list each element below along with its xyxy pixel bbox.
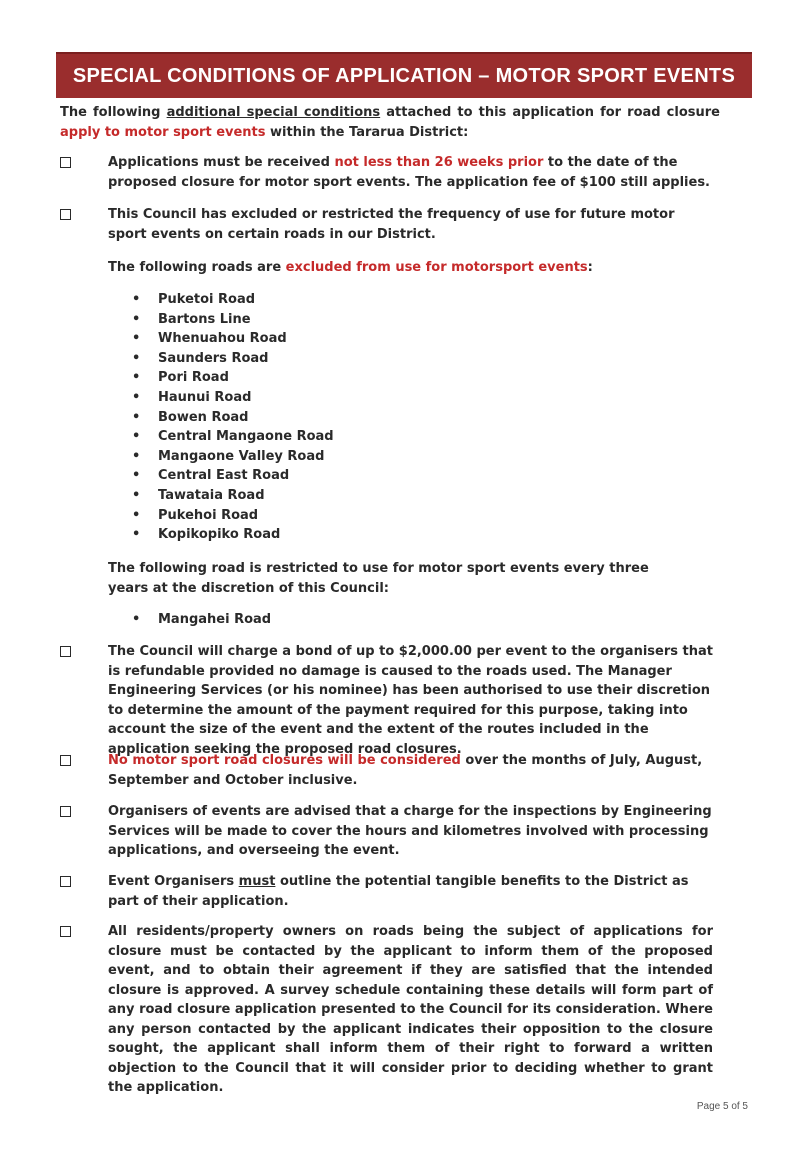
bullet-icon: • [132, 527, 141, 543]
excluded-roads-list [128, 290, 334, 545]
list-item [128, 427, 334, 447]
bullet-icon: • [132, 507, 141, 523]
road-name: Central Mangaone Road [158, 429, 334, 445]
checkbox[interactable] [60, 926, 71, 937]
list-item [128, 447, 334, 467]
excluded-roads-intro [108, 258, 708, 278]
checkbox[interactable] [60, 806, 71, 817]
condition-text: All residents/property owners on roads being the subject of applications for closure must be contacted by the applicant to inform them of the proposed event, and to obtain their agreement if they are satisfied that the intended closure is approved. A survey schedule containing these details will form part of any road closure application presented to the Council for its consideration. Where any person contacted by the applicant indicates their opposition to the closure sought, the applicant shall inform them of their right to forward a written objection to the Council that it will consider prior to deciding whether to grant the application. [108, 924, 713, 1095]
checkbox[interactable] [60, 755, 71, 766]
list-item [128, 408, 334, 428]
highlight-text: No motor sport road closures will be considered [108, 753, 461, 768]
page-number: Page 5 of 5 [696, 1101, 748, 1112]
highlight-text: excluded from use for motorsport events [285, 260, 588, 275]
intro-text-3: attached to this application for road closure [380, 105, 720, 120]
road-name: Bowen Road [158, 409, 249, 425]
list-item [128, 506, 334, 526]
road-name: Pukehoi Road [158, 507, 259, 523]
text-segment: Event Organisers [108, 874, 239, 889]
intro-highlight-text: apply to motor sport events [60, 125, 266, 140]
condition-text: This Council has excluded or restricted the frequency of use for future motor sport events on certain roads in our District. [108, 207, 675, 242]
road-name: Puketoi Road [158, 292, 256, 307]
road-name: Haunui Road [158, 389, 252, 405]
condition-text [108, 751, 713, 790]
text-segment: Applications must be received [108, 155, 335, 170]
list-item [128, 290, 334, 310]
road-name: Kopikopiko Road [158, 527, 281, 543]
checkbox[interactable] [60, 876, 71, 887]
list-item [128, 368, 334, 388]
restricted-road-item [128, 610, 271, 630]
condition-text [108, 153, 713, 192]
bullet-icon: • [132, 487, 141, 503]
checkbox[interactable] [60, 157, 71, 168]
text-segment: over the months of July, August, September and October inclusive. [108, 753, 703, 788]
restricted-road-intro: The following road is restricted to use for motor sport events every three years at the discretion of this Council: [108, 561, 649, 596]
list-item [128, 349, 334, 369]
bullet-icon: • [132, 612, 141, 627]
bullet-icon: • [132, 448, 141, 464]
road-name: Tawataia Road [158, 487, 265, 503]
text-segment: : [587, 260, 593, 275]
list-item [128, 388, 334, 408]
checkbox[interactable] [60, 209, 71, 220]
page-title: SPECIAL CONDITIONS OF APPLICATION – MOTOR SPORT EVENTS [72, 64, 736, 87]
bullet-icon: • [132, 468, 141, 484]
bullet-icon: • [132, 429, 141, 445]
text-segment: to the date of the proposed closure for motor sport events. The application fee of $100 still applies. [108, 155, 710, 190]
intro-paragraph [60, 103, 720, 143]
road-name: Saunders Road [158, 350, 269, 366]
road-name: Pori Road [158, 370, 229, 386]
list-item [128, 310, 334, 330]
condition-text: Organisers of events are advised that a charge for the inspections by Engineering Services will be made to cover the hours and kilometres involved with processing applications, and overseeing the event. [108, 804, 712, 858]
intro-text-5: within the Tararua District: [265, 125, 469, 140]
text-segment: The following roads are [108, 260, 286, 275]
road-name: Mangahei Road [158, 612, 272, 627]
list-item [128, 486, 334, 506]
road-name: Whenuahou Road [158, 331, 287, 347]
list-item [128, 525, 334, 545]
condition-text [108, 872, 713, 911]
road-name: Central East Road [158, 468, 290, 484]
bullet-icon: • [132, 409, 141, 425]
underlined-text: must [238, 874, 276, 889]
bullet-icon: • [132, 350, 141, 366]
bullet-icon: • [132, 292, 141, 307]
text-segment: outline the potential tangible benefits to the District as part of their application. [108, 874, 689, 909]
title-banner [56, 52, 752, 98]
intro-underlined-text: additional special conditions [166, 105, 381, 120]
bullet-icon: • [132, 389, 141, 405]
checkbox[interactable] [60, 646, 71, 657]
intro-text-1: The following [60, 105, 167, 120]
list-item [128, 466, 334, 486]
bullet-icon: • [132, 331, 141, 347]
road-name: Bartons Line [158, 311, 251, 327]
highlight-text: not less than 26 weeks prior [334, 155, 544, 170]
road-name: Mangaone Valley Road [158, 448, 325, 464]
list-item [128, 329, 334, 349]
bullet-icon: • [132, 311, 141, 327]
bullet-icon: • [132, 370, 141, 386]
condition-text: The Council will charge a bond of up to $2,000.00 per event to the organisers that is refundable provided no damage is caused to the roads used. The Manager Engineering Services (or his nominee) has been authorised to use their discretion to determine the amount of the payment required for this purpose, taking into account the size of the event and the extent of the routes included in the application seeking the proposed road closures. [108, 644, 713, 757]
